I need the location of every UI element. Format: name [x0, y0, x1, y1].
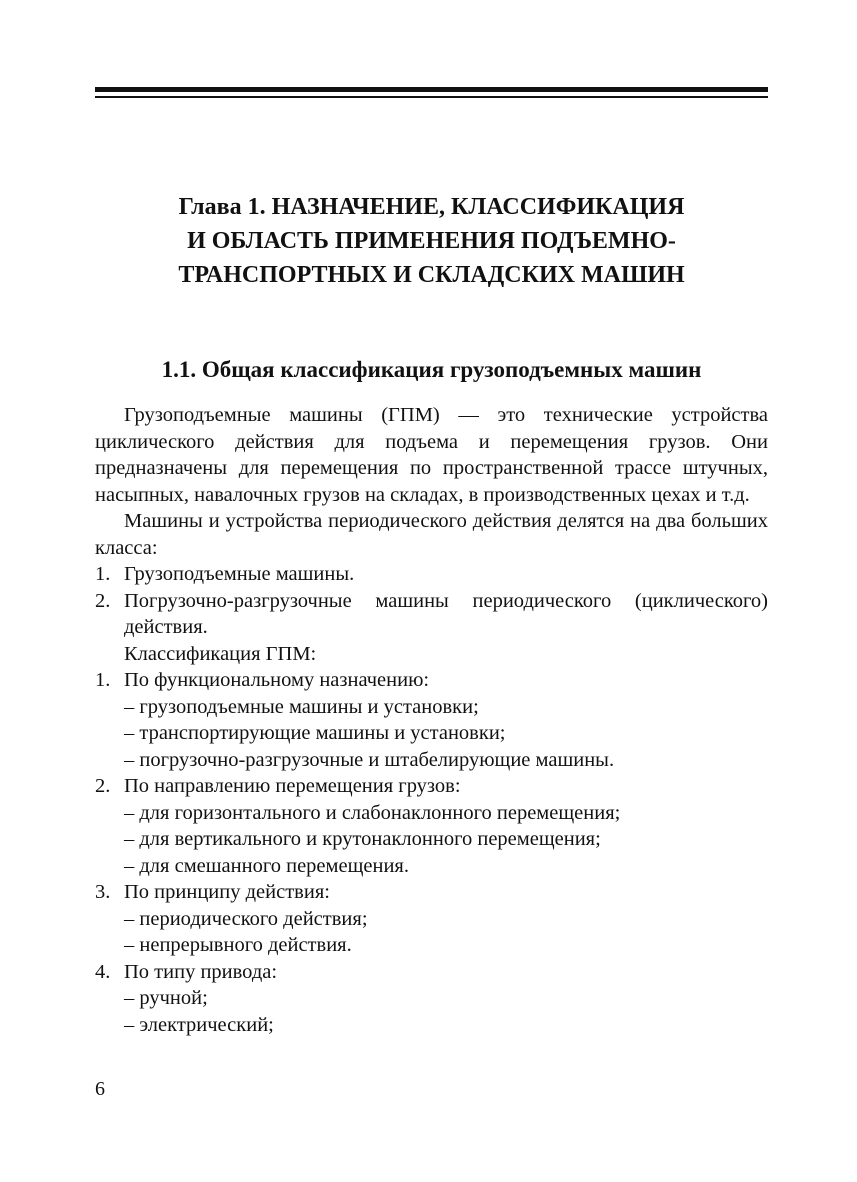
list-text: Погрузочно-разгрузочные машины периодического (циклического) действия. [124, 589, 768, 638]
group-heading [95, 773, 768, 800]
list-number: 3. [95, 881, 111, 903]
classification-heading: Классификация ГПМ: [124, 642, 317, 665]
list-item-dash: – погрузочно-разгрузочные и штабелирующие машины. [124, 748, 615, 771]
list-item-dash: – ручной; [124, 987, 208, 1009]
group-heading [95, 879, 768, 906]
page-number: 6 [95, 1078, 105, 1100]
list-number: 1. [95, 563, 111, 585]
list-number: 2. [95, 775, 111, 797]
paragraph-classes: Машины и устройства периодического действия делятся на два больших класса: [95, 510, 768, 559]
group-heading [95, 667, 768, 694]
list-number: 1. [95, 669, 111, 691]
group-title: По функциональному назначению: [124, 669, 430, 691]
group-title: По направлению перемещения грузов: [124, 775, 461, 797]
list-text: Грузоподъемные машины. [124, 563, 355, 585]
paragraph-intro: Грузоподъемные машины (ГПМ) — это технические устройства циклического действия для подъема и перемещения грузов. Они предназначены для перемещения по пространственной трассе штучных, насыпных, навалочных грузов на складах, в производственных цехах и т.д. [95, 404, 768, 506]
list-item-dash: – для смешанного перемещения. [124, 854, 409, 877]
chapter-title-line: ТРАНСПОРТНЫХ И СКЛАДСКИХ МАШИН [178, 262, 685, 288]
list-item-dash: – электрический; [124, 1013, 274, 1036]
body-text [95, 402, 768, 1038]
chapter-title-line: И ОБЛАСТЬ ПРИМЕНЕНИЯ ПОДЪЕМНО- [187, 228, 676, 254]
group-title: По принципу действия: [124, 881, 330, 903]
chapter-title-line: Глава 1. НАЗНАЧЕНИЕ, КЛАССИФИКАЦИЯ [178, 194, 685, 220]
group-heading [95, 959, 768, 986]
chapter-title [95, 190, 768, 292]
list-item-dash: – непрерывного действия. [124, 934, 352, 956]
list-item-dash: – для горизонтального и слабонаклонного перемещения; [124, 801, 621, 824]
list-item-dash: – периодического действия; [124, 907, 368, 930]
list-item-dash: – транспортирующие машины и установки; [124, 722, 506, 744]
header-rule-thin [95, 96, 768, 98]
list-item-class [95, 588, 768, 641]
section-title: 1.1. Общая классификация грузоподъемных машин [161, 357, 702, 382]
group-title: По типу привода: [124, 960, 278, 983]
header-rule-thick [95, 87, 768, 92]
list-item-dash: – для вертикального и крутонаклонного перемещения; [124, 828, 601, 850]
list-item-class [95, 561, 768, 588]
list-item-dash: – грузоподъемные машины и установки; [124, 695, 479, 718]
list-number: 2. [95, 589, 111, 612]
list-number: 4. [95, 960, 111, 983]
